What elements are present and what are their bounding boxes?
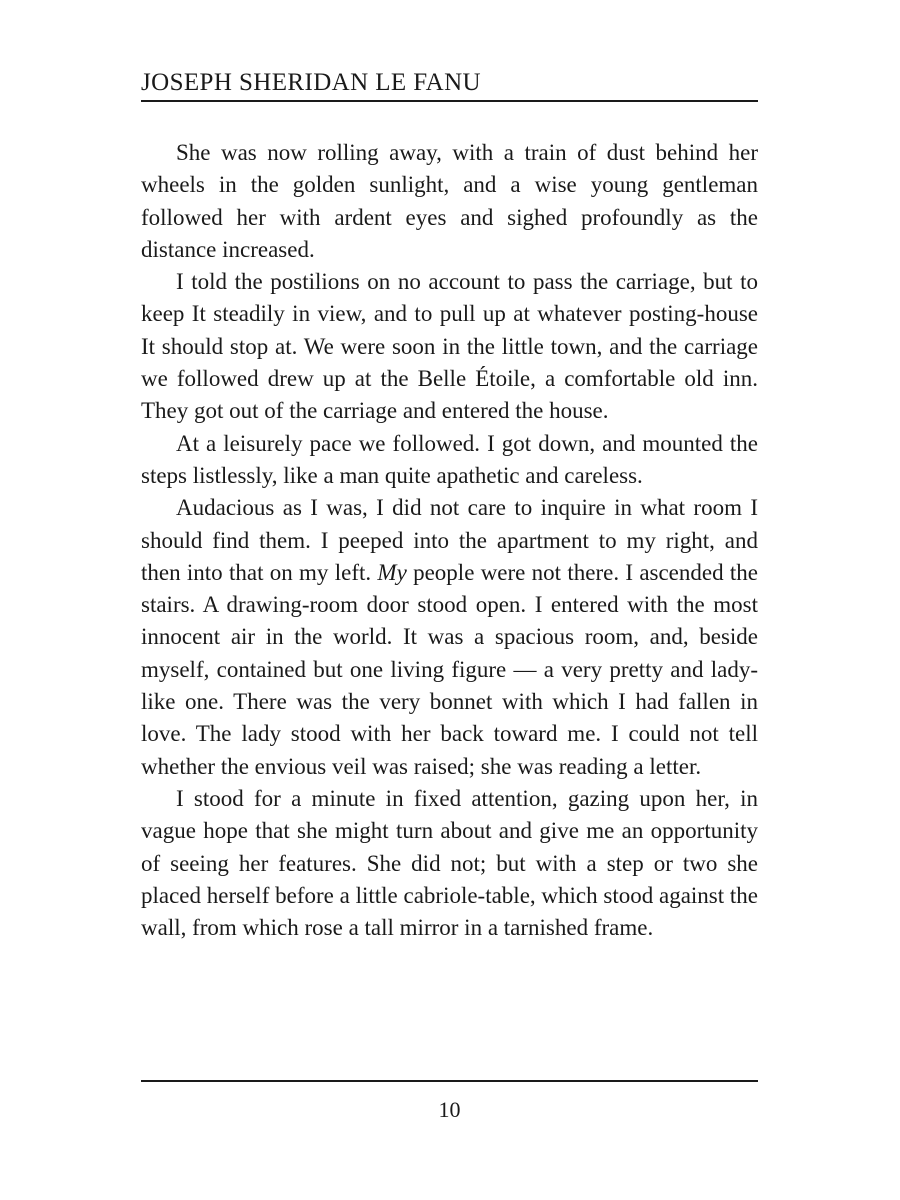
paragraph: I stood for a minute in fixed attention, gazing upon her, in vague hope that she might turn about and give me an opportunity of seeing her features. She did not; but with a step or two she placed herself before a little cabriole-table, which stood against the wall, from which rose a tall mirror in a tarnished frame. bbox=[141, 785, 758, 941]
page-number: 10 bbox=[438, 1097, 461, 1122]
italic-emphasis: My bbox=[377, 559, 407, 585]
paragraph: She was now rolling away, with a train of dust behind her wheels in the golden sunlight, and a wise young gentleman followed her with ardent eyes and sighed profoundly as the distance increased. bbox=[141, 140, 758, 262]
footer-rule bbox=[141, 1080, 758, 1082]
running-head: JOSEPH SHERIDAN LE FANU bbox=[141, 69, 482, 96]
paragraph: I told the postilions on no account to pass the carriage, but to keep It steadily in view, and to pull up at whatever posting-house It should stop at. We were soon in the little town, and the carriage we followed drew up at the Belle Étoile, a comfortable old inn. They got out of the carriage and entered the house. bbox=[141, 269, 758, 424]
paragraph bbox=[141, 492, 758, 783]
paragraph-text: people were not there. I ascended the stairs. A drawing-room door stood open. I entered with the most innocent air in the world. It was a spacious room, and, beside myself, contained but one living figure — a very pretty and lady-like one. There was the very bonnet with which I had fallen in love. The lady stood with her back toward me. I could not tell whether the envious veil was raised; she was reading a letter. bbox=[141, 559, 758, 779]
header-rule bbox=[141, 100, 758, 102]
paragraph-text: Audacious as I was, I did not care to inquire in what room I should find them. I peeped into the apartment to my right, and then into that on my left. bbox=[141, 495, 758, 585]
body-text bbox=[141, 137, 758, 944]
paragraph: At a leisurely pace we followed. I got down, and mounted the steps listlessly, like a man quite apathetic and careless. bbox=[141, 430, 758, 488]
